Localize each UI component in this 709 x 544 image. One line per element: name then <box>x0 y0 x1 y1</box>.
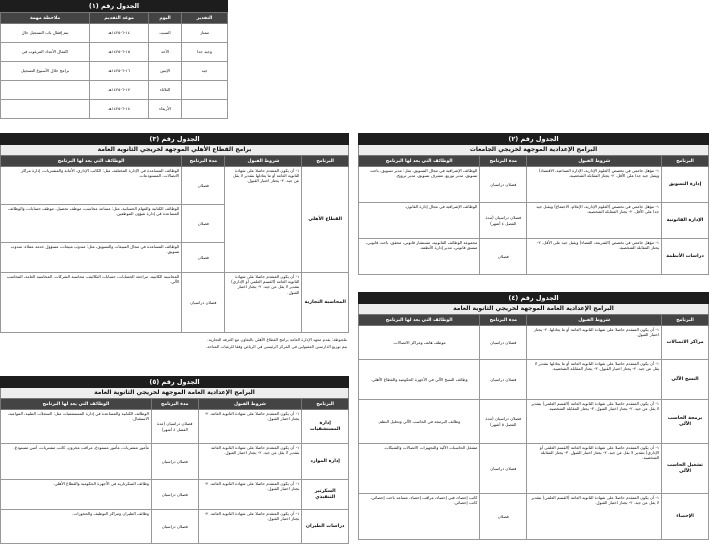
table-3-note: يتم توزيع الدارسين المقبولين في المركز الرئيسي في الرياض وفقا للرغبات المتاحة. <box>205 344 347 349</box>
cell: فصلان دراسيان <box>480 167 527 203</box>
table-row <box>359 360 709 400</box>
col-header: الوظائف التي يعد لها البرنامج <box>359 315 480 326</box>
col-header: اليوم <box>149 13 182 24</box>
program-name: إدارة المستشفيات <box>302 410 349 444</box>
table-row <box>1 273 349 333</box>
table-5-subtitle: البرامج الإعدادية العامة الموجهة لخريجي الثانوية العامة <box>0 388 349 398</box>
cell: ١- أن يكون المتقدم حاصلا على شهادة الثانوية العامة (القسم العلمي) بتقدير لا يقل عن جيد. ٢- يجتاز اختبار القبول. ٣- يجتاز المقابلة الشخصية. <box>527 400 662 444</box>
table-row <box>359 203 709 239</box>
cell: ١٥-٦-١٤٢٥هـ <box>90 43 149 62</box>
cell <box>1 100 90 119</box>
cell: فصلان <box>480 239 527 275</box>
cell <box>1 81 90 100</box>
table-2 <box>358 133 709 285</box>
cell: ١- أن يكون المتقدم حاصلا على شهادة الثانوية العامة. ٢- يجتاز اختبار القبول. <box>198 510 302 544</box>
cell: ١٤-٦-١٤٢٥هـ <box>90 24 149 43</box>
cell: الأحد <box>149 43 182 62</box>
cell: ١- أن يكون المتقدم حاصلا على شهادة الثانوية العامة. ٢- يجتاز اختبار القبول. <box>198 480 302 510</box>
col-header: مدة البرنامج <box>182 156 225 167</box>
col-header: شروط القبول <box>225 156 302 167</box>
cell: مأمور مشتريات، مأمور مستودع، مراقب مخزون، كاتب مشتريات، أمين مستودع. <box>1 444 152 480</box>
table-1-title: الجدول رقم (١) <box>0 0 228 12</box>
table-row <box>359 239 709 275</box>
program-name: إدارة الموارد <box>302 444 349 480</box>
cell: ١٦-٦-١٤٢٥هـ <box>90 62 149 81</box>
cell: فصلان <box>182 167 225 205</box>
cell: فصلان دراسيان (مدة الفصل ٤ أشهر) <box>151 410 198 444</box>
cell: فصلان <box>480 494 527 540</box>
col-header: الوظائف التي يعد لها البرنامج <box>1 156 182 167</box>
table-3-note: ملحوظة: يقدم معهد الإدارة العامة برامج القطاع الأهلي بالتعاون مع الغرفة التجارية. <box>207 337 347 342</box>
cell: الإثنين <box>149 62 182 81</box>
program-name: المحاسبة التجارية <box>302 273 349 333</box>
cell: ١- أن يكون المتقدم حاصلا على شهادة الثانوية العامة أو ما يعادلها بتقدير لا يقل عن جيد. ٢- يجتاز اختبار القبول. ٣- يجتاز المقابلة الشخصية. <box>527 360 662 400</box>
cell: موظف هاتف ومراكز الاتصالات. <box>359 326 480 360</box>
col-header: مدة البرنامج <box>480 156 527 167</box>
table-3-title: الجدول رقم (٣) <box>0 133 349 145</box>
cell: فصلان دراسيان (مدة الفصل ٤ أشهر) <box>480 203 527 239</box>
cell: ١٨-٦-١٤٢٥هـ <box>90 100 149 119</box>
table-row <box>1 167 349 205</box>
cell: ١- مؤهل جامعي في تخصص (العلوم الإدارية، الإدارة الصناعية، الاقتصاد) ويقبل جيد جدا على الأقل. ٢- يجتاز المقابلة الشخصية. <box>527 167 662 203</box>
cell: ١- مؤهل جامعي في تخصص (الشريعة، القضاء) ويقبل جيد على الأقل. ٢- يجتاز المقابلة الشخصية. <box>527 239 662 275</box>
table-row <box>1 43 228 62</box>
table-1 <box>0 0 228 112</box>
table-row <box>359 444 709 494</box>
cell: ١- أن يكون المتقدم حاصلا على شهادة الثانوية العامة (القسم العلمي) بتقدير لا يقل عن جيد. ٢- يجتاز اختبار القبول. <box>527 494 662 540</box>
cell: وظائف البرمجة في الحاسب الآلي وتحليل النظم. <box>359 400 480 444</box>
cell: وظائف السكرتارية في الأجهزة الحكومية والقطاع الأهلي. <box>1 480 152 510</box>
cell: ١- أن يكون المتقدم حاصلا على شهادة الثانوية العامة أو ما يعادلها. ٢- يجتاز اختبار القبول. <box>527 326 662 360</box>
col-header: البرنامج <box>302 399 349 410</box>
program-name: تشغيل الحاسب الآلي <box>662 444 709 494</box>
program-name: إدارة التسويق <box>662 167 709 203</box>
cell: ١٧-٦-١٤٢٥هـ <box>90 81 149 100</box>
cell: الوظائف الكتابية والمهام الحسابية، مثل: مساعد محاسب، موظف تحصيل، موظف حسابات، والوظائف المساعدة في إدارة شؤون الموظفين. <box>1 205 182 243</box>
program-name: السكرتير التنفيذي <box>302 480 349 510</box>
cell: يتم إقفال باب التسجيل حال <box>1 24 90 43</box>
table-5-grid <box>0 398 349 544</box>
col-header: شروط القبول <box>527 315 662 326</box>
cell: فصلان دراسيان <box>480 444 527 494</box>
col-header: البرنامج <box>662 315 709 326</box>
table-row <box>1 444 349 480</box>
table-row <box>359 326 709 360</box>
cell: مشغل الحاسبات الآلية والتجهيزات الاتصالات والشبكات. <box>359 444 480 494</box>
col-header: ملاحظة مهمة <box>1 13 90 24</box>
col-header: مدة البرنامج <box>480 315 527 326</box>
cell: فصلان دراسيان <box>480 326 527 360</box>
cell: الوظائف المساعدة في الإدارة المختلفة، مثل: الكاتب الإداري، الأمانة والمشتريات، إدارة مراكز الاتصالات، المستودعات. <box>1 167 182 205</box>
table-4-grid <box>358 314 709 540</box>
table-row <box>1 81 228 100</box>
program-name: برمجة الحاسب الآلي <box>662 400 709 444</box>
table-5-title: الجدول رقم (٥) <box>0 376 349 388</box>
col-header: مدة البرنامج <box>151 399 198 410</box>
table-3 <box>0 133 349 358</box>
cell: الوظائف الإشرافية في مجال التسويق، مثل: مدير تسويق، باحث تسويق، مدير توزيع، مشرف تسويق، مدير ترويج. <box>359 167 480 203</box>
cell: الوظائف الإشرافية في مجال إدارة القانون. <box>359 203 480 239</box>
col-header: التقدير <box>182 13 228 24</box>
cell: فصلان <box>182 243 225 273</box>
col-header: البرنامج <box>302 156 349 167</box>
cell: ١- أن يكون المتقدم حاصلا على شهادة الثانوية العامة (القسم العلمي أو الإداري) بتقدير لا يقل عن جيد. ٢- يجتاز اختبار القبول. ٣- يجتاز المقابلة الشخصية. <box>527 444 662 494</box>
cell: ١- مؤهل جامعي في تخصص (العلوم الإدارية، الإعلام، الاجتماع) ويقبل جيد جدا على الأقل. ٢- يجتاز المقابلة الشخصية. <box>527 203 662 239</box>
table-4 <box>358 292 709 544</box>
program-name: دراسات الطيران <box>302 510 349 544</box>
cell: كاتب إحصاء، فني إحصاء، مراقب إحصاء، مساعد باحث إحصائي، كاتب إحصائي. <box>359 494 480 540</box>
cell: الوظائف الكتابية والمساعدة في إدارة المستشفيات مثل: السجلات الطبية، المواعيد، الاستقبال. <box>1 410 152 444</box>
col-header: شروط القبول <box>198 399 302 410</box>
program-name: النسخ الآلي <box>662 360 709 400</box>
cell <box>182 81 228 100</box>
table-2-subtitle: البرامج الإعدادية الموجهة لخريجي الجامعات <box>358 145 709 155</box>
table-row <box>359 494 709 540</box>
table-row <box>1 480 349 510</box>
cell: مجموعة الوظائف القانونية، مستشار قانوني، محقق، باحث قانوني، منسق قانوني، مدير إدارة الأنظمة. <box>359 239 480 275</box>
cell: فصلان دراسيان (مدة الفصل ٥ أشهر) <box>480 400 527 444</box>
cell: ١- أن يكون المتقدم حاصلا على شهادة الثانوية العامة أو ما يعادلها بتقدير لا يقل عن جيد. ٢- يجتاز اختبار القبول. <box>225 167 302 273</box>
table-3-grid <box>0 155 349 333</box>
cell: فصلان دراسيان <box>480 360 527 400</box>
col-header: موعد التقديم <box>90 13 149 24</box>
cell: فصلان دراسيان <box>151 480 198 510</box>
cell: الوظائف المساعدة في مجال المبيعات والتسويق، مثل: مندوب مبيعات، مسؤول خدمة عملاء، مندوب تسويق. <box>1 243 182 273</box>
cell: ١- أن يكون المتقدم حاصلا على شهادة الثانوية العامة (القسم العلمي أو الإداري) بتقدير لا يقل عن جيد. ٢- يجتاز اختبار القبول. <box>225 273 302 333</box>
cell: فصلان دراسيان <box>182 273 225 333</box>
cell: اكتمال الأعداد المرغوب في <box>1 43 90 62</box>
cell: الثلاثاء <box>149 81 182 100</box>
cell: وجيد جدا <box>182 43 228 62</box>
col-header: الوظائف التي يعد لها البرنامج <box>1 399 152 410</box>
table-row <box>359 400 709 444</box>
cell: وظائف النسخ الآلي في الأجهزة الحكومية والقطاع الأهلي. <box>359 360 480 400</box>
cell: وظائف الطيران ومراكز التوظيف والحجوزات. <box>1 510 152 544</box>
table-row <box>1 100 228 119</box>
table-3-subtitle: برامج القطاع الأهلي الموجهة لخريجي الثانوية العامة <box>0 145 349 155</box>
table-1-grid <box>0 12 228 119</box>
table-2-grid <box>358 155 709 275</box>
program-name: الإدارة القانونية <box>662 203 709 239</box>
col-header: شروط القبول <box>527 156 662 167</box>
program-name: القطاع الأهلي <box>302 167 349 273</box>
cell: فصلان دراسيان <box>151 444 198 480</box>
col-header: البرنامج <box>662 156 709 167</box>
table-row <box>359 167 709 203</box>
table-5 <box>0 376 349 544</box>
table-row <box>1 410 349 444</box>
col-header: الوظائف التي يعد لها البرنامج <box>359 156 480 167</box>
cell: الأربعاء <box>149 100 182 119</box>
program-name: مراكز الاتصالات <box>662 326 709 360</box>
cell <box>182 100 228 119</box>
cell: ١- أن يكون المتقدم حاصلا على شهادة الثانوية العامة بتقدير لا يقل عن جيد. ٢- يجتاز اختبار القبول. <box>198 444 302 480</box>
table-row <box>1 510 349 544</box>
program-name: الإحصاء <box>662 494 709 540</box>
cell: برامج خلال الأسبوع التسجيل <box>1 62 90 81</box>
program-name: دراسات الأنظمة <box>662 239 709 275</box>
table-2-title: الجدول رقم (٢) <box>358 133 709 145</box>
cell: فصلان <box>182 205 225 243</box>
cell: ممتاز <box>182 24 228 43</box>
cell: جيد <box>182 62 228 81</box>
table-row <box>1 24 228 43</box>
cell: السبت <box>149 24 182 43</box>
cell: المحاسبة الكاتبية، مراجعة الحسابات، حسابات التكاليف، محاسبة الشركات، المحاسبة العامة، المحاسب الآلي. <box>1 273 182 333</box>
table-4-subtitle: البرامج الإعدادية العامة الموجهة لخريجي الثانوية العامة <box>358 304 709 314</box>
table-row <box>1 62 228 81</box>
table-4-title: الجدول رقم (٤) <box>358 292 709 304</box>
cell: فصلان دراسيان <box>151 510 198 544</box>
cell: ١- أن يكون المتقدم حاصلا على شهادة الثانوية العامة. ٢- يجتاز اختبار القبول. <box>198 410 302 444</box>
